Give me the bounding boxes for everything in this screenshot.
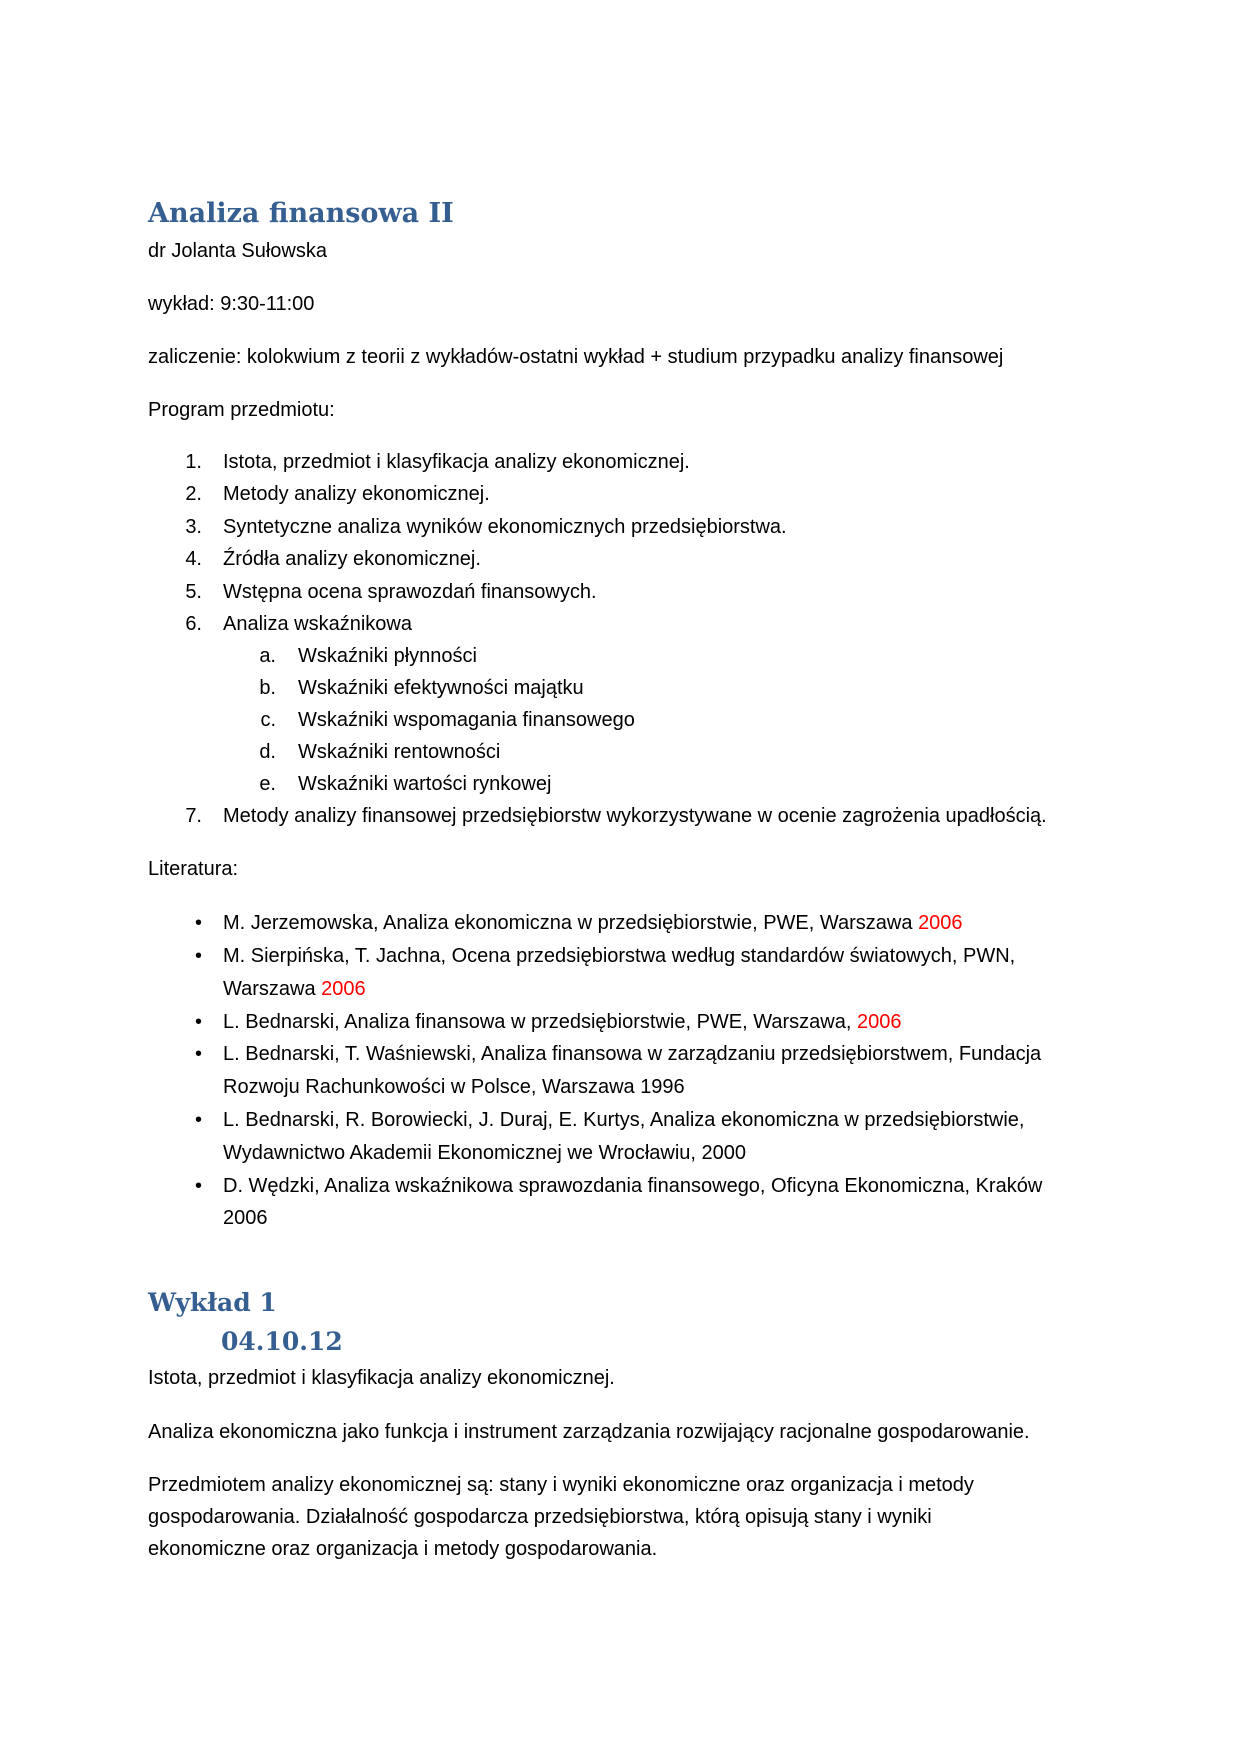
list-marker: 2. <box>185 483 202 505</box>
list-marker: 7. <box>185 805 202 827</box>
bullet-icon: • <box>194 1011 202 1033</box>
list-marker: 6. <box>185 613 202 635</box>
literature-item: L. Bednarski, Analiza finansowa w przedsiębiorstwie, PWE, Warszawa, 2006 <box>223 1011 902 1033</box>
literature-item-cont: Wydawnictwo Akademii Ekonomicznej we Wrocławiu, 2000 <box>223 1142 747 1164</box>
assessment: zaliczenie: kolokwium z teorii z wykładów-ostatni wykład + studium przypadku analizy finansowej <box>148 346 1004 368</box>
sublist-item: Wskaźniki wspomagania finansowego <box>298 709 635 731</box>
lecture-date: 04.10.12 <box>221 1327 343 1356</box>
lecture-heading: Wykład 1 <box>148 1288 277 1317</box>
list-item: Wstępna ocena sprawozdań finansowych. <box>223 581 597 603</box>
lecture-paragraph-line: Przedmiotem analizy ekonomicznej są: stany i wyniki ekonomiczne oraz organizacja i metody <box>148 1474 974 1496</box>
list-item: Metody analizy finansowej przedsiębiorstw wykorzystywane w ocenie zagrożenia upadłością. <box>223 805 1047 827</box>
list-item: Istota, przedmiot i klasyfikacja analizy ekonomicznej. <box>223 451 690 473</box>
lecture-topic: Istota, przedmiot i klasyfikacja analizy ekonomicznej. <box>148 1367 615 1389</box>
document-title: Analiza finansowa II <box>148 198 454 229</box>
list-item: Źródła analizy ekonomicznej. <box>223 548 481 570</box>
sublist-marker: d. <box>259 741 276 763</box>
program-heading: Program przedmiotu: <box>148 399 335 421</box>
lecture-paragraph-line: gospodarowania. Działalność gospodarcza przedsiębiorstwa, którą opisują stany i wyniki <box>148 1506 932 1528</box>
list-marker: 1. <box>185 451 202 473</box>
sublist-item: Wskaźniki płynności <box>298 645 477 667</box>
literature-item: M. Jerzemowska, Analiza ekonomiczna w przedsiębiorstwie, PWE, Warszawa 2006 <box>223 912 963 934</box>
list-marker: 4. <box>185 548 202 570</box>
bullet-icon: • <box>194 912 202 934</box>
sublist-marker: b. <box>259 677 276 699</box>
list-marker: 5. <box>185 581 202 603</box>
literature-item: L. Bednarski, R. Borowiecki, J. Duraj, E. Kurtys, Analiza ekonomiczna w przedsiębiorstwie, <box>223 1109 1025 1131</box>
sublist-marker: e. <box>259 773 276 795</box>
sublist-item: Wskaźniki rentowności <box>298 741 501 763</box>
literature-heading: Literatura: <box>148 858 239 880</box>
literature-item-cont: Rozwoju Rachunkowości w Polsce, Warszawa 1996 <box>223 1076 685 1098</box>
schedule: wykład: 9:30-11:00 <box>148 293 315 315</box>
sublist-marker: c. <box>260 709 276 731</box>
list-item: Metody analizy ekonomicznej. <box>223 483 490 505</box>
literature-item: L. Bednarski, T. Waśniewski, Analiza finansowa w zarządzaniu przedsiębiorstwem, Fundacja <box>223 1043 1042 1065</box>
literature-item-cont: Warszawa 2006 <box>223 978 366 1000</box>
bullet-icon: • <box>194 1109 202 1131</box>
list-item: Analiza wskaźnikowa <box>223 613 412 635</box>
bullet-icon: • <box>194 945 202 967</box>
list-marker: 3. <box>185 516 202 538</box>
literature-item-cont: 2006 <box>223 1207 268 1229</box>
literature-item: D. Wędzki, Analiza wskaźnikowa sprawozdania finansowego, Oficyna Ekonomiczna, Kraków <box>223 1175 1043 1197</box>
sublist-marker: a. <box>259 645 276 667</box>
list-item: Syntetyczne analiza wyników ekonomicznych przedsiębiorstwa. <box>223 516 787 538</box>
lecturer: dr Jolanta Sułowska <box>148 240 327 262</box>
bullet-icon: • <box>194 1043 202 1065</box>
bullet-icon: • <box>194 1175 202 1197</box>
lecture-paragraph: Analiza ekonomiczna jako funkcja i instrument zarządzania rozwijający racjonalne gospodarowanie. <box>148 1421 1030 1443</box>
literature-item: M. Sierpińska, T. Jachna, Ocena przedsiębiorstwa według standardów światowych, PWN, <box>223 945 1016 967</box>
sublist-item: Wskaźniki efektywności majątku <box>298 677 584 699</box>
sublist-item: Wskaźniki wartości rynkowej <box>298 773 552 795</box>
lecture-paragraph-line: ekonomiczne oraz organizacja i metody gospodarowania. <box>148 1538 658 1560</box>
